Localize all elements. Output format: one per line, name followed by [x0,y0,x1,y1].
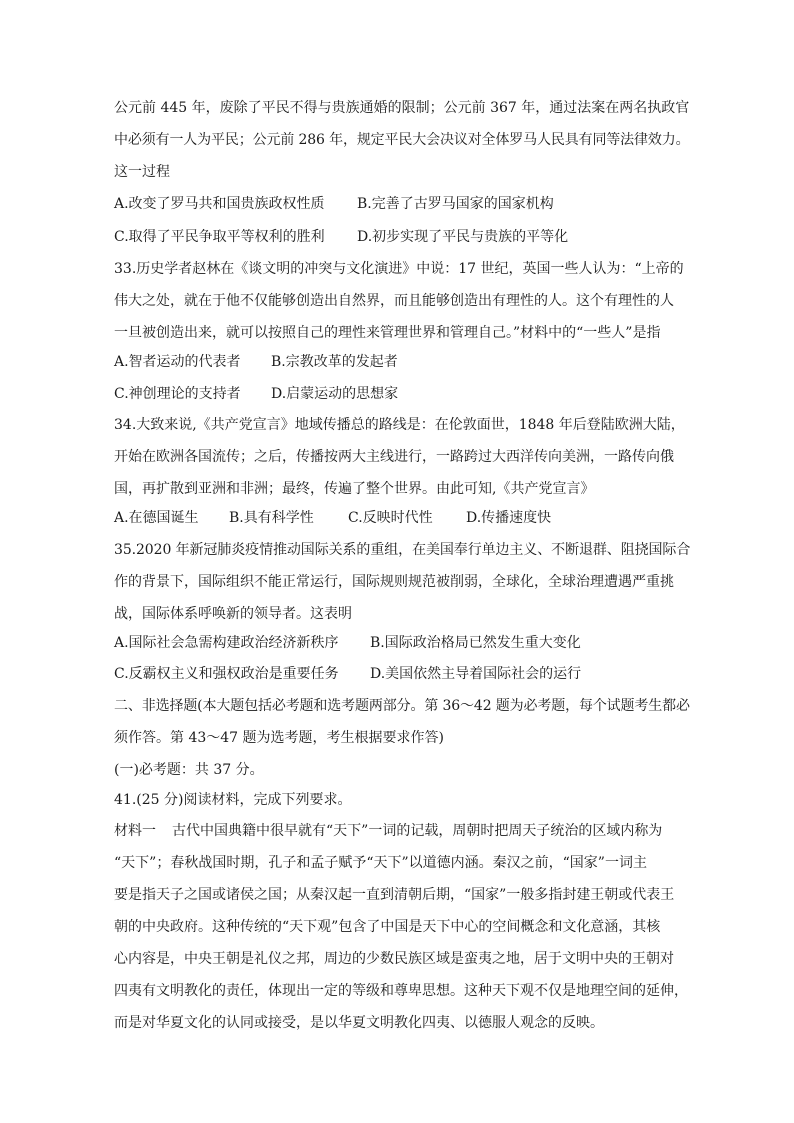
q35-option-c: C.反霸权主义和强权政治是重要任务 [114,666,339,682]
q41-line-3: 要是指天子之国或诸侯之国；从秦汉起一直到清朝后期，“国家”一般多指封建王朝或代表王 [114,887,675,903]
section2-line-2: 须作答。第 43～47 题为选考题，考生根据要求作答) [114,730,444,746]
q33-line-1: 33.历史学者赵林在《谈文明的冲突与文化演进》中说：17 世纪，英国一些人认为：“上帝的 [114,261,684,277]
q35-line-1: 35.2020 年新冠肺炎疫情推动国际关系的重组，在美国奉行单边主义、不断退群、阻挠国际合 [114,542,691,558]
q41-title: 41.(25 分)阅读材料，完成下列要求。 [114,792,352,808]
q34-option-c: C.反映时代性 [348,510,433,526]
q32-option-a: A.改变了罗马共和国贵族政权性质 [114,196,325,212]
q32-line-2: 中必须有一人为平民；公元前 286 年，规定平民大会决议对全体罗马人民具有同等法律效力。 [114,132,690,148]
q35-option-b: B.国际政治格局已然发生重大变化 [370,635,581,651]
q35-line-2: 作的背景下，国际组织不能正常运行，国际规则规范被削弱，全球化，全球治理遭遇严重挑 [114,574,674,590]
q41-line-7: 而是对华夏文化的认同或接受，是以华夏文明教化四夷、以德服人观念的反映。 [114,1015,604,1031]
q41-line-2: “天下”；春秋战国时期，孔子和孟子赋予“天下”以道德内涵。秦汉之前，“国家”一词主 [114,855,647,871]
q32-option-d: D.初步实现了平民与贵族的平等化 [357,229,569,245]
q33-option-a: A.智者运动的代表者 [114,354,241,370]
q34-option-b: B.具有科学性 [229,510,314,526]
q32-line-3: 这一过程 [114,164,170,180]
q41-material-label: 材料一 [114,823,156,839]
q41-line-6: 四夷有文明教化的责任，体现出一定的等级和尊卑思想。这种天下观不仅是地理空间的延伸， [114,983,688,999]
q35-option-d: D.美国依然主导着国际社会的运行 [370,666,582,682]
q32-line-1: 公元前 445 年，废除了平民不得与贵族通婚的限制；公元前 367 年，通过法案在两名执政官 [114,100,690,116]
q32-option-c: C.取得了平民争取平等权利的胜利 [114,229,325,245]
q34-line-1: 34.大致来说,《共产党宣言》地域传播总的路线是：在伦敦面世，1848 年后登陆欧洲大陆， [114,417,685,433]
q33-option-d: D.启蒙运动的思想家 [271,386,399,402]
q33-option-b: B.宗教改革的发起者 [271,354,398,370]
q41-line-1: 古代中国典籍中很早就有“天下”一词的记载，周朝时把周天子统治的区域内称为 [172,823,663,839]
q34-line-3: 国，再扩散到亚洲和非洲；最终，传遍了整个世界。由此可知,《共产党宣言》 [114,481,595,497]
required-questions-heading: (一)必考题：共 37 分。 [114,762,264,778]
q41-line-5: 心内容是，中央王朝是礼仪之邦，周边的少数民族区域是蛮夷之地，居于文明中央的王朝对 [114,951,674,967]
q34-option-a: A.在德国诞生 [114,510,199,526]
q35-option-a: A.国际社会急需构建政治经济新秩序 [114,635,339,651]
q35-line-3: 战，国际体系呼唤新的领导者。这表明 [114,606,352,622]
q41-line-4: 朝的中央政府。这种传统的“天下观”包含了中国是天下中心的空间概念和文化意涵，其核 [114,919,661,935]
q34-line-2: 开始在欧洲各国流传；之后，传播按两大主线进行，一路跨过大西洋传向美洲，一路传向俄 [114,449,674,465]
q33-option-c: C.神创理论的支持者 [114,386,241,402]
q34-option-d: D.传播速度快 [466,510,552,526]
q33-line-2: 伟大之处，就在于他不仅能够创造出自然界，而且能够创造出有理性的人。这个有理性的人 [114,293,674,309]
section2-line-1: 二、非选择题(本大题包括必考题和选考题两部分。第 36～42 题为必考题，每个试题考生都必 [114,698,690,714]
q33-line-3: 一旦被创造出来，就可以按照自己的理性来管理世界和管理自己。”材料中的“一些人”是指 [114,325,661,341]
q32-option-b: B.完善了古罗马国家的国家机构 [357,196,554,212]
